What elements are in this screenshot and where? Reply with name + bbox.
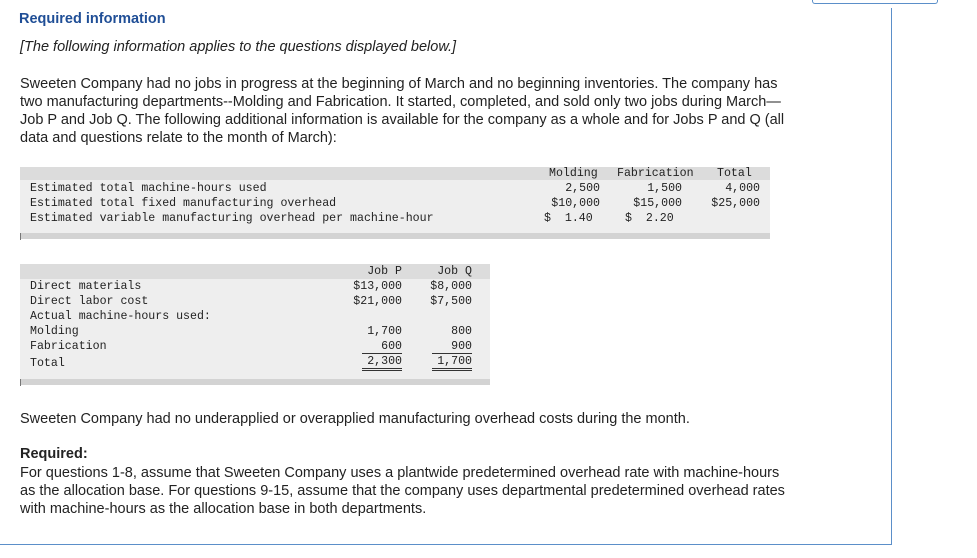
required-paragraph [20, 464, 870, 518]
intro-line: two manufacturing departments--Molding and Fabrication. It started, completed, and sold only two jobs during March— [20, 94, 781, 110]
required-line: as the allocation base. For questions 9-15, assume that the company uses departmental predetermined overhead rates [20, 483, 785, 499]
dept-row-total: 4,000 [725, 182, 760, 195]
col-header-job-p: Job P [367, 265, 402, 278]
dept-row-label: Estimated total machine-hours used [30, 182, 267, 195]
dept-row-fabrication: $15,000 [633, 197, 682, 210]
job-row-p: $21,000 [353, 295, 402, 308]
department-data-table [20, 167, 770, 240]
dept-row-total: $25,000 [711, 197, 760, 210]
dept-row-fabrication: $ 2.20 [625, 212, 674, 225]
job-row-p: 600 [362, 340, 402, 354]
col-header-fabrication: Fabrication [617, 167, 694, 180]
job-row-p: 2,300 [362, 355, 402, 371]
job-row-q: 800 [451, 325, 472, 338]
dept-row-fabrication: 1,500 [647, 182, 682, 195]
col-header-job-q: Job Q [437, 265, 472, 278]
dept-row-label: Estimated total fixed manufacturing overhead [30, 197, 337, 210]
intro-paragraph [20, 75, 870, 147]
job-row-q: $8,000 [430, 280, 472, 293]
job-row-p: $13,000 [353, 280, 402, 293]
job-row-q: 1,700 [432, 355, 472, 371]
job-row-p: 1,700 [367, 325, 402, 338]
dept-row-label: Estimated variable manufacturing overhead per machine-hour [30, 212, 434, 225]
intro-line: Sweeten Company had no jobs in progress at the beginning of March and no beginning inventories. The company has [20, 76, 778, 92]
col-header-molding: Molding [549, 167, 598, 180]
job-row-label: Direct materials [30, 280, 142, 293]
dept-row-molding: $10,000 [551, 197, 600, 210]
dept-row-molding: $ 1.40 [544, 212, 593, 225]
job-row-q: 900 [432, 340, 472, 354]
job-row-label: Fabrication [30, 340, 107, 353]
dept-row-molding: 2,500 [565, 182, 600, 195]
intro-line: data and questions relate to the month of March): [20, 130, 337, 146]
required-heading: Required: [20, 446, 88, 462]
job-row-label: Actual machine-hours used: [30, 310, 211, 323]
job-row-label: Direct labor cost [30, 295, 149, 308]
job-row-label: Molding [30, 325, 79, 338]
page-title: Required information [19, 11, 166, 27]
panel-border [891, 8, 892, 545]
job-data-table [20, 264, 490, 388]
corner-tab [812, 0, 938, 4]
job-row-q: $7,500 [430, 295, 472, 308]
required-line: with machine-hours as the allocation base in both departments. [20, 501, 427, 517]
panel-border-bottom [0, 544, 892, 545]
instruction-note: [The following information applies to the questions displayed below.] [20, 39, 457, 55]
job-row-label: Total [30, 357, 65, 370]
col-header-total: Total [717, 167, 752, 180]
required-line: For questions 1-8, assume that Sweeten Company uses a plantwide predetermined overhead rate with machine-hours [20, 465, 780, 481]
overhead-note: Sweeten Company had no underapplied or overapplied manufacturing overhead costs during the month. [20, 411, 690, 427]
intro-line: Job P and Job Q. The following additional information is available for the company as a whole and for Jobs P and Q (all [20, 112, 785, 128]
